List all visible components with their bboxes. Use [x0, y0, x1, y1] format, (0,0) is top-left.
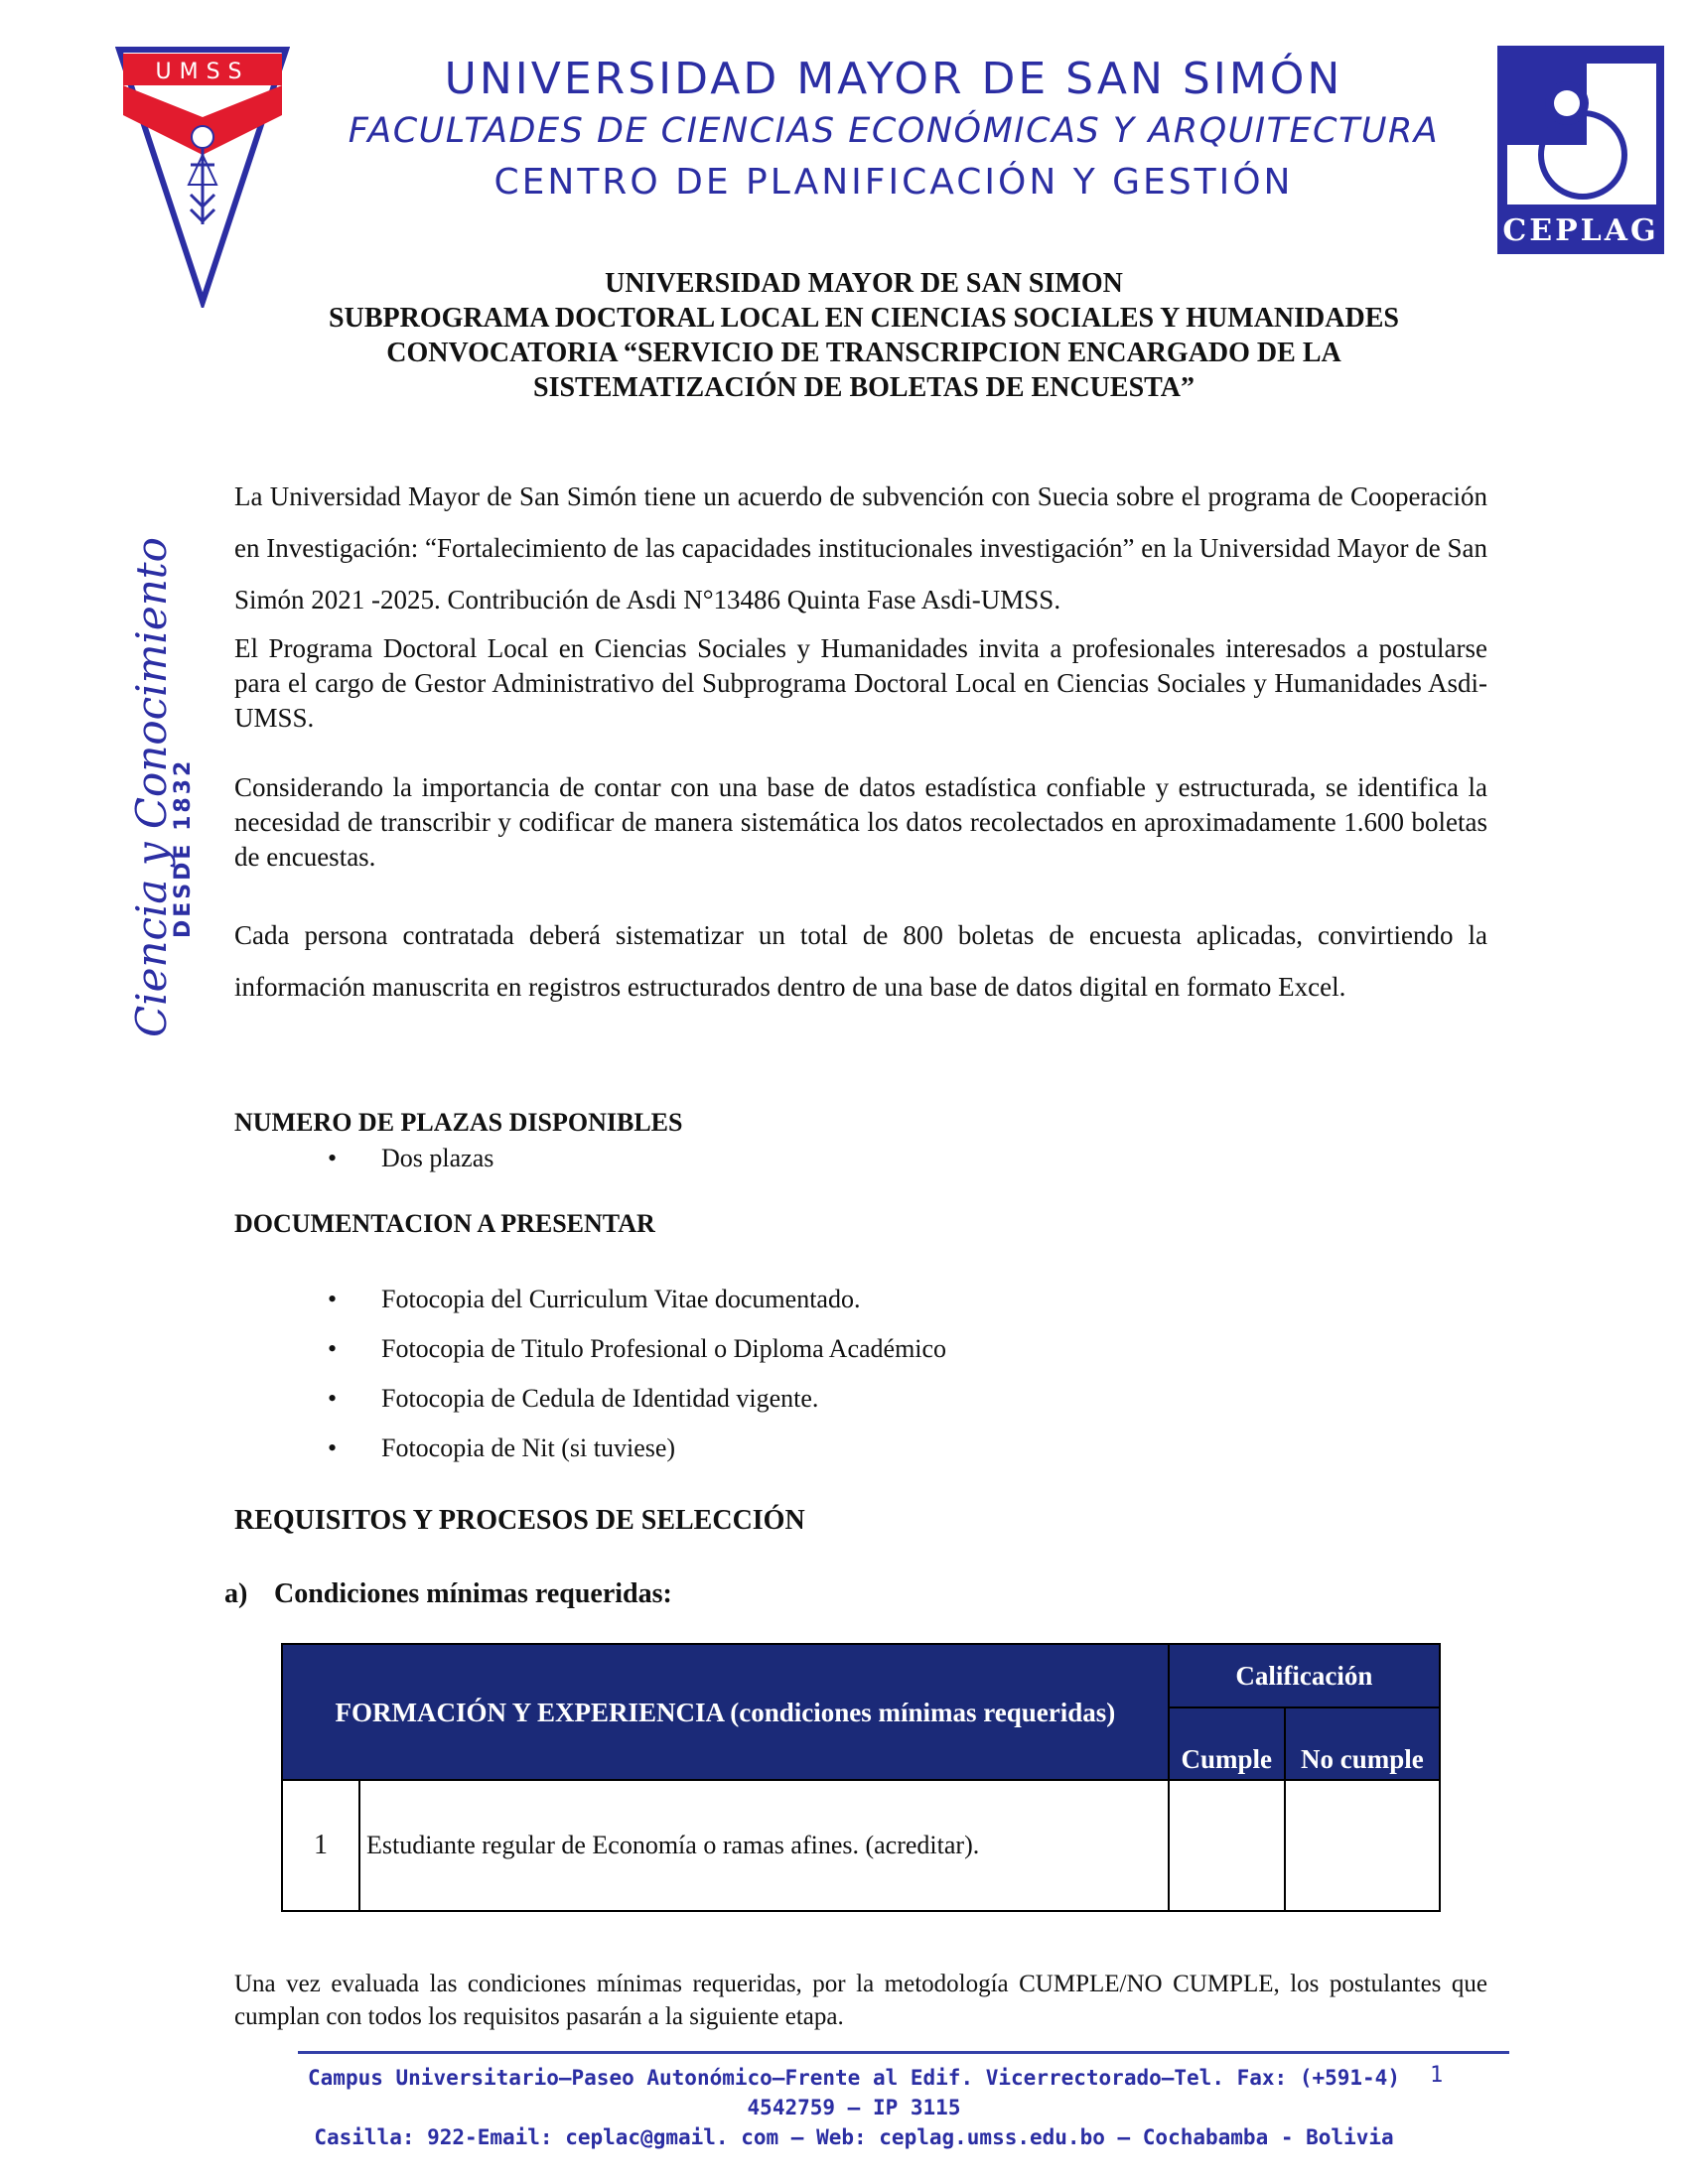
- faculty-name: FACULTADES DE CIENCIAS ECONÓMICAS Y ARQUITECTURA: [348, 111, 1440, 151]
- footer-contact: Casilla: 922-Email: ceplac@gmail. com – Web: ceplag.umss.edu.bo – Cochabamba - Bolivia: [314, 2125, 1394, 2149]
- footer-address: Campus Universitario–Paseo Autonómico–Frente al Edif. Vicerrectorado–Tel. Fax: (+591-4) 4542759 – IP 3115: [308, 2066, 1400, 2119]
- requirements-heading: REQUISITOS Y PROCESOS DE SELECCIÓN: [234, 1505, 805, 1536]
- row-description: Estudiante regular de Economía o ramas afines. (acreditar).: [359, 1780, 1169, 1911]
- page-number: 1: [1430, 2063, 1444, 2088]
- list-item: • Fotocopia de Cedula de Identidad vigente.: [328, 1374, 946, 1424]
- motto-script: Ciencia y Conocimiento: [127, 537, 176, 1037]
- umss-logo-text: UMSS: [155, 60, 250, 84]
- institution-name: UNIVERSIDAD MAYOR DE SAN SIMÓN: [444, 54, 1343, 104]
- footer-divider: [298, 2051, 1509, 2054]
- list-item: • Dos plazas: [328, 1142, 493, 1175]
- requirements-table: [281, 1643, 1441, 1912]
- paragraph-scope: Cada persona contratada deberá sistematizar un total de 800 boletas de encuesta aplicadas, convirtiendo la información manuscrita en registros estructurados dentro de una base de datos digital en formato Excel.: [234, 920, 1487, 1002]
- center-name: CENTRO DE PLANIFICACIÓN Y GESTIÓN: [493, 162, 1294, 203]
- list-item: • Fotocopia del Curriculum Vitae documentado.: [328, 1275, 946, 1324]
- footer: [298, 2063, 1410, 2152]
- documentation-heading: DOCUMENTACION A PRESENTAR: [234, 1209, 655, 1238]
- header-formacion: FORMACIÓN Y EXPERIENCIA (condiciones mínimas requeridas): [282, 1644, 1169, 1780]
- paragraph-rationale: Considerando la importancia de contar con una base de datos estadística confiable y estructurada, se identifica la necesidad de transcribir y codificar de manera sistemática los datos recolectados en aproximadamente 1.600 boletas de encuestas.: [234, 772, 1487, 872]
- subheading-label: a): [224, 1578, 248, 1609]
- paragraph-agreement: La Universidad Mayor de San Simón tiene un acuerdo de subvención con Suecia sobre el programa de Cooperación en Investigación: “Fortalecimiento de las capacidades institucionales investigación” en la Universidad Mayor de San Simón 2021 -2025. Contribución de Asdi N°13486 Quinta Fase Asdi-UMSS.: [234, 481, 1487, 614]
- row-number: 1: [282, 1780, 359, 1911]
- title-line-2: SUBPROGRAMA DOCTORAL LOCAL EN CIENCIAS SOCIALES Y HUMANIDADES: [329, 303, 1399, 334]
- plazas-list: [328, 1142, 493, 1175]
- closing-paragraph: Una vez evaluada las condiciones mínimas requeridas, por la metodología CUMPLE/NO CUMPLE, los postulantes que cumplan con todos los requisitos pasarán a la siguiente etapa.: [234, 1971, 1487, 2030]
- motto-since: DESDE 1832: [171, 757, 196, 938]
- list-item: • Fotocopia de Nit (si tuviese): [328, 1424, 946, 1473]
- ceplag-logo: [1497, 46, 1664, 254]
- row-no-cumple-cell: [1285, 1780, 1440, 1911]
- title-line-4: SISTEMATIZACIÓN DE BOLETAS DE ENCUESTA”: [533, 372, 1195, 403]
- ceplag-logo-text: CEPLAG: [1502, 213, 1659, 248]
- header-cumple: Cumple: [1169, 1707, 1285, 1780]
- row-cumple-cell: [1169, 1780, 1285, 1911]
- list-item: • Fotocopia de Titulo Profesional o Diploma Académico: [328, 1324, 946, 1374]
- title-line-3: CONVOCATORIA “SERVICIO DE TRANSCRIPCION ENCARGADO DE LA: [386, 338, 1341, 368]
- plazas-heading: NUMERO DE PLAZAS DISPONIBLES: [234, 1108, 683, 1137]
- subheading-title: Condiciones mínimas requeridas:: [274, 1578, 672, 1609]
- paragraph-invitation: El Programa Doctoral Local en Ciencias Sociales y Humanidades invita a profesionales interesados a postularse para el cargo de Gestor Administrativo del Subprograma Doctoral Local en Ciencias Sociales y Humanidades Asdi-UMSS.: [234, 633, 1487, 733]
- documentation-list: [328, 1275, 946, 1473]
- title-line-1: UNIVERSIDAD MAYOR DE SAN SIMON: [605, 268, 1123, 299]
- institution-header: [318, 52, 1470, 210]
- table-row: [282, 1780, 1440, 1911]
- min-conditions-subheading: [224, 1578, 672, 1610]
- document-title: [199, 266, 1529, 405]
- header-calificacion: Calificación: [1169, 1644, 1440, 1707]
- header-no-cumple: No cumple: [1285, 1707, 1440, 1780]
